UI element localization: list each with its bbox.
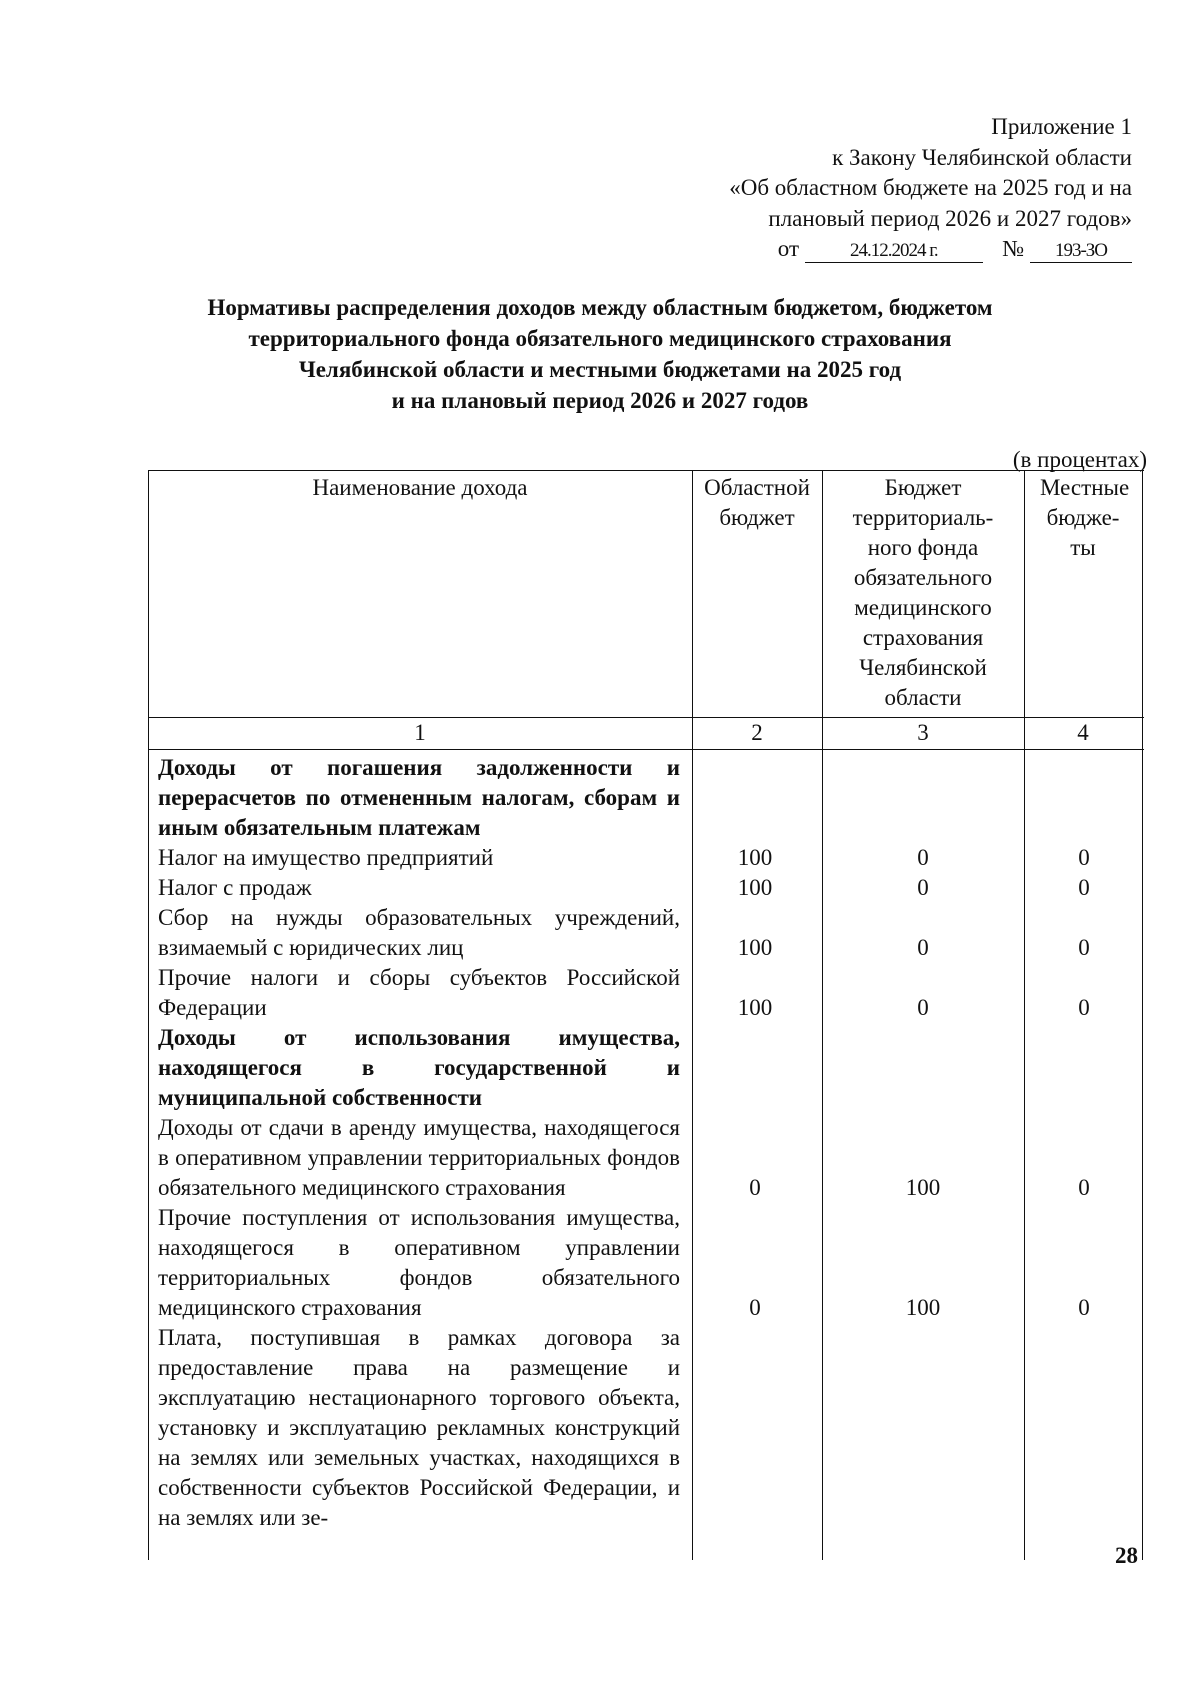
table-row [148,1023,1144,1113]
column-number-4: 4 [1077,720,1089,745]
header-regional-budget: Областной бюджет [704,475,810,530]
row-local: 0 [1078,1295,1090,1320]
column-number-1: 1 [414,720,426,745]
row-name: Сбор на нужды образовательных учреждений, взимаемый с юридических лиц [158,905,680,960]
row-name: Прочие поступления от использования имущества, находящегося в оперативном управлении территориальных фондов обязательного медицинского страхования [158,1205,680,1320]
row-fund: 0 [917,935,929,960]
column-number-3: 3 [917,720,929,745]
row-regional: 100 [737,845,773,870]
row-fund: 0 [917,995,929,1020]
table-row [148,1203,1144,1323]
appendix-line-4: плановый период 2026 и 2027 годов» [768,205,1132,231]
row-fund: 100 [905,1175,941,1200]
row-name: Доходы от использования имущества, находящегося в государственной и муниципальной собственности [158,1025,680,1110]
from-label: от [777,236,800,261]
row-regional: 100 [737,935,773,960]
table-body [148,753,1144,1533]
header-fund-budget: Бюджет территориаль-ного фонда обязательного медицинского страхования Челябинской области [852,475,994,710]
appendix-date-line [612,234,1132,265]
distribution-table [148,470,1144,1560]
law-number: 193-ЗО [1030,240,1132,263]
row-name: Доходы от погашения задолженности и перерасчетов по отмененным налогам, сборам и иным обязательным платежам [158,755,680,840]
row-name: Плата, поступившая в рамках договора за предоставление права на размещение и эксплуатацию нестационарного торгового объекта, установку и эксплуатацию рекламных конструкций на землях или земельных участках, находящихся в собственности субъектов Российской Федерации, и на землях или зе- [158,1325,680,1530]
row-name: Налог на имущество предприятий [158,845,494,870]
appendix-line-1: Приложение 1 [991,114,1132,139]
title-line-3: Челябинской области и местными бюджетами на 2025 год [298,357,902,382]
table-row [148,963,1144,1023]
table-row [148,1113,1144,1203]
row-local: 0 [1078,1175,1090,1200]
row-regional: 100 [737,875,773,900]
table-row [148,903,1144,963]
row-name: Налог с продаж [158,875,312,900]
table-row [148,843,1144,873]
appendix-line-3: «Об областном бюджете на 2025 год и на [729,175,1132,200]
row-fund: 0 [917,845,929,870]
table-row [148,1323,1144,1533]
law-date: 24.12.2024 г. [805,240,983,263]
row-local: 0 [1078,875,1090,900]
header-local-budgets: Местные бюдже-ты [1040,475,1130,560]
title-line-2: территориального фонда обязательного медицинского страхования [248,326,952,351]
appendix-block [612,112,1132,265]
column-number-2: 2 [751,720,763,745]
row-name: Доходы от сдачи в аренду имущества, находящегося в оперативном управлении территориальных фондов обязательного медицинского страхования [158,1115,680,1200]
table-row [148,753,1144,843]
row-name: Прочие налоги и сборы субъектов Российской Федерации [158,965,680,1020]
header-name: Наименование дохода [312,475,528,500]
table-border-top [148,470,1144,471]
row-local: 0 [1078,935,1090,960]
page-number: 28 [1115,1543,1138,1568]
row-local: 0 [1078,845,1090,870]
row-fund: 100 [905,1295,941,1320]
number-row-divider [148,749,1144,750]
row-regional: 100 [737,995,773,1020]
row-regional: 0 [749,1295,761,1320]
row-fund: 0 [917,875,929,900]
number-label: № [1002,236,1025,261]
row-local: 0 [1078,995,1090,1020]
title-line-1: Нормативы распределения доходов между областным бюджетом, бюджетом [207,295,993,320]
row-regional: 0 [749,1175,761,1200]
document-title [120,292,1080,416]
table-row [148,873,1144,903]
unit-note: (в процентах) [1012,447,1147,472]
title-line-4: и на плановый период 2026 и 2027 годов [391,388,809,413]
appendix-line-2: к Закону Челябинской области [832,144,1132,170]
